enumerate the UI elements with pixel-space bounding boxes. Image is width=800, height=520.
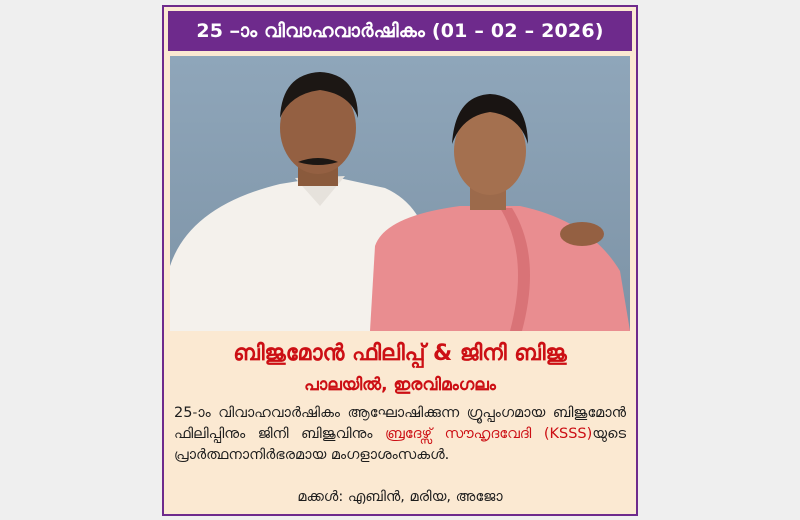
couple-photo	[170, 56, 630, 331]
man-hand	[560, 222, 604, 246]
greeting-text-start: 25-ാം വിവാഹവാർഷികം ആഘോഷിക്കുന്ന ഗ്രൂപ്പംഗമായ ബിജുമോൻ ഫിലിപ്പിനും ജിനി ബിജുവിനും	[174, 405, 626, 442]
couple-names: ബിജുമോൻ ഫിലിപ്പ് & ജിനി ബിജു	[233, 341, 567, 366]
group-name: ബ്രദേഴ്സ് സൗഹൃദവേദി (KSSS)	[384, 426, 593, 442]
anniversary-banner	[168, 11, 632, 51]
children-line: മക്കൾ: എബിൻ, മരിയ, അജോ	[297, 489, 503, 505]
banner-title: 25 –ാം വിവാഹവാർഷികം (01 – 02 – 2026)	[196, 20, 604, 42]
anniversary-card	[162, 5, 638, 516]
couple-photo-illustration	[170, 56, 630, 331]
greeting-message	[174, 403, 626, 466]
couple-place: പാലയിൽ, ഇരവിമംഗലം	[304, 375, 496, 395]
greeting-text-end: യുടെ പ്രാർത്ഥനാനിർഭരമായ മംഗളാശംസകൾ.	[174, 426, 626, 463]
